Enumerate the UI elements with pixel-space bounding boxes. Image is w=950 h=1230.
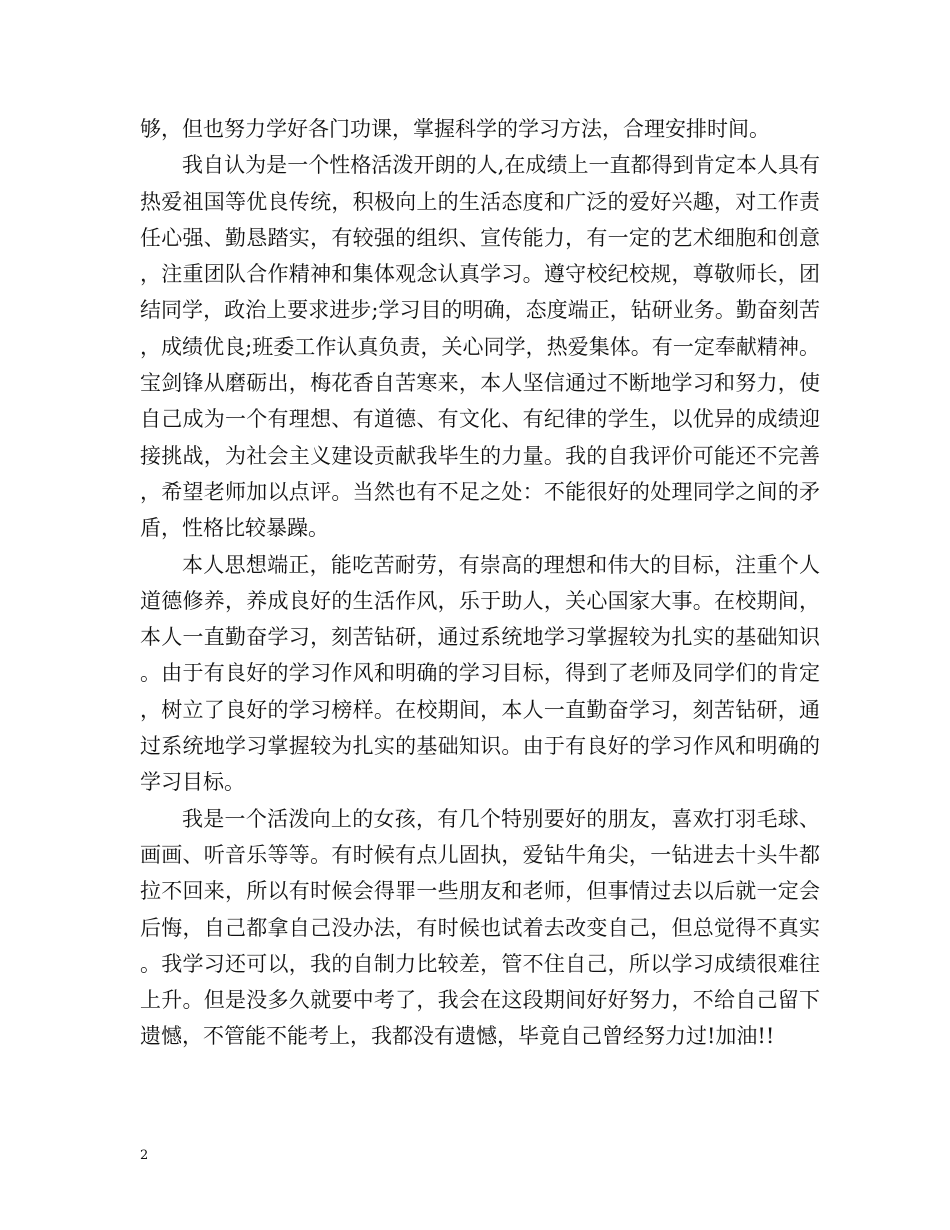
- body-text: [140, 111, 820, 1055]
- paragraph-1: 够，但也努力学好各门功课，掌握科学的学习方法，合理安排时间。: [140, 117, 770, 141]
- paragraph-2: 我自认为是一个性格活泼开朗的人,在成绩上一直都得到肯定本人具有热爱祖国等优良传统，积极向上的生活态度和广泛的爱好兴趣，对工作责任心强、勤恳踏实，有较强的组织、宣传能力，有一定的艺术细胞和创意，注重团队合作精神和集体观念认真学习。遵守校纪校规，尊敬师长，团结同学，政治上要求进步;学习目的明确，态度端正，钻研业务。勤奋刻苦，成绩优良;班委工作认真负责，关心同学，热爱集体。有一定奉献精神。宝剑锋从磨砺出，梅花香自苦寒来，本人坚信通过不断地学习和努力，使自己成为一个有理想、有道德、有文化、有纪律的学生，以优异的成绩迎接挑战，为社会主义建设贡献我毕生的力量。我的自我评价可能还不完善，希望老师加以点评。当然也有不足之处：不能很好的处理同学之间的矛盾，性格比较暴躁。: [140, 153, 820, 541]
- paragraph-4: 我是一个活泼向上的女孩，有几个特别要好的朋友，喜欢打羽毛球、画画、听音乐等等。有时候有点儿固执，爱钻牛角尖，一钻进去十头牛都拉不回来，所以有时候会得罪一些朋友和老师，但事情过去以后就一定会后悔，自己都拿自己没办法，有时候也试着去改变自己，但总觉得不真实。我学习还可以，我的自制力比较差，管不住自己，所以学习成绩很难往上升。但是没多久就要中考了，我会在这段期间好好努力，不给自己留下遗憾，不管能不能考上，我都没有遗憾，毕竟自己曾经努力过!加油!!: [140, 806, 820, 1049]
- page-number: 2: [140, 1148, 149, 1163]
- paragraph-3: 本人思想端正，能吃苦耐劳，有崇高的理想和伟大的目标，注重个人道德修养，养成良好的生活作风，乐于助人，关心国家大事。在校期间，本人一直勤奋学习，刻苦钻研，通过系统地学习掌握较为扎实的基础知识。由于有良好的学习作风和明确的学习目标，得到了老师及同学们的肯定，树立了良好的学习榜样。在校期间，本人一直勤奋学习，刻苦钻研，通过系统地学习掌握较为扎实的基础知识。由于有良好的学习作风和明确的学习目标。: [140, 552, 820, 795]
